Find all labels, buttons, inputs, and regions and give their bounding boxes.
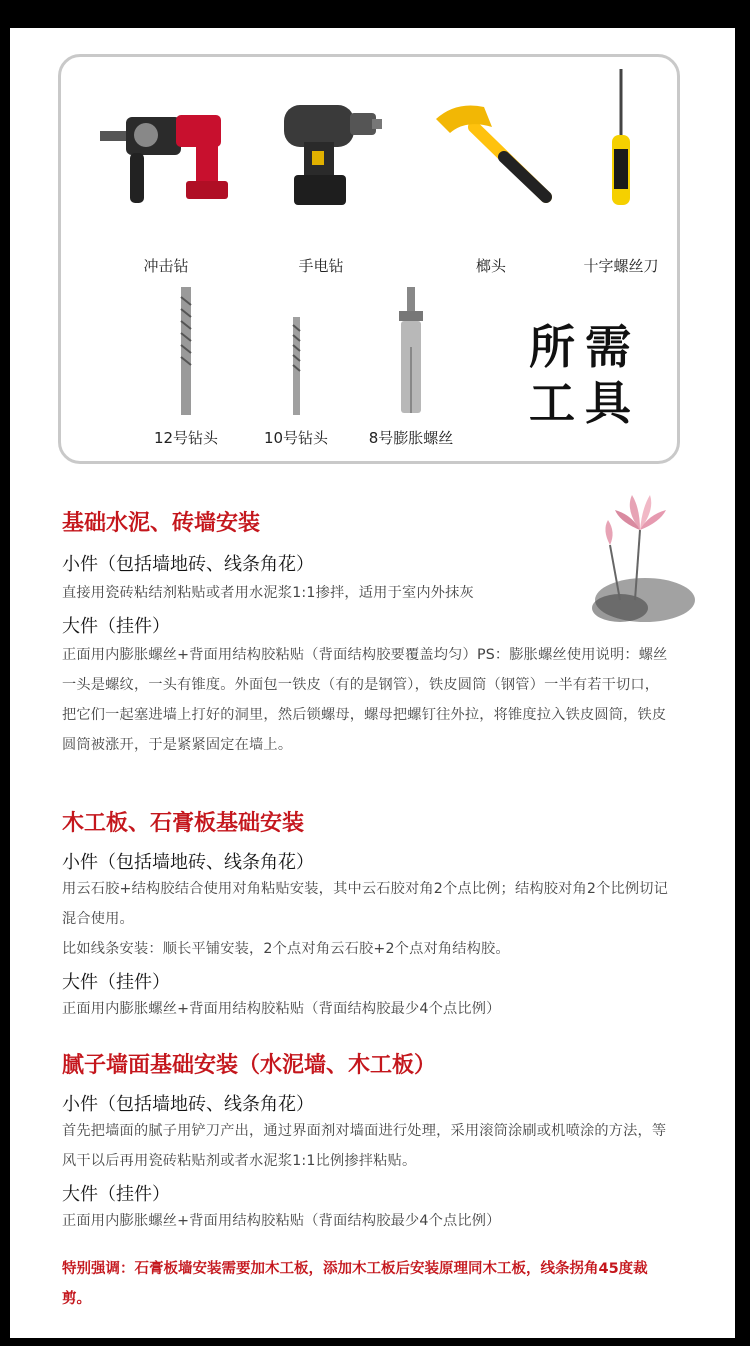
large-items-text: 正面用内膨胀螺丝+背面用结构胶粘贴（背面结构胶要覆盖均匀）PS：膨胀螺丝使用说明：螺丝一头是螺纹，一头有锥度。外面包一铁皮（有的是钢管），铁皮圆筒（钢管）一半有若干切口，把它们一起塞进墙上打好的洞里，然后锁螺母，螺母把螺钉往外拉，将锥度拉入铁皮圆筒，铁皮圆筒被涨开，于是紧紧固定在墙上。 bbox=[62, 647, 668, 753]
small-items-text: 直接用瓷砖粘结剂粘贴或者用水泥浆1:1掺拌，适用于室内外抹灰 bbox=[62, 585, 474, 601]
tool-label: 冲击钻 bbox=[143, 257, 189, 275]
large-items-heading: 大件（挂件） bbox=[62, 1184, 170, 1205]
drill-bit-icon bbox=[281, 317, 311, 417]
cordless-drill-icon bbox=[264, 87, 384, 212]
section-title: 腻子墙面基础安装（水泥墙、木工板） bbox=[62, 1052, 437, 1078]
drill-bit-icon bbox=[171, 287, 201, 417]
hammer-icon bbox=[426, 97, 556, 207]
small-items-heading: 小件（包括墙地砖、线条角花） bbox=[62, 1094, 314, 1115]
section-title: 基础水泥、砖墙安装 bbox=[62, 510, 261, 536]
tool-label: 十字螺丝刀 bbox=[583, 257, 659, 275]
section-title: 木工板、石膏板基础安装 bbox=[62, 810, 305, 836]
large-items-heading: 大件（挂件） bbox=[62, 616, 170, 637]
page bbox=[10, 28, 735, 1338]
tool-label: 12号钻头 bbox=[153, 429, 219, 447]
large-items-text: 正面用内膨胀螺丝+背面用结构胶粘贴（背面结构胶最少4个点比例） bbox=[62, 1001, 501, 1017]
small-items-text: 首先把墙面的腻子用铲刀产出，通过界面剂对墙面进行处理，采用滚筒涂刷或机喷涂的方法，等风干以后再用瓷砖粘贴剂或者水泥浆1:1比例掺拌粘贴。 bbox=[62, 1123, 667, 1169]
screwdriver-icon bbox=[601, 69, 641, 209]
small-items-heading: 小件（包括墙地砖、线条角花） bbox=[62, 554, 314, 575]
large-items-heading: 大件（挂件） bbox=[62, 972, 170, 993]
small-items-text-2: 比如线条安装：顺长平铺安装，2个点对角云石胶+2个点对角结构胶。 bbox=[62, 941, 510, 957]
large-items-text: 正面用内膨胀螺丝+背面用结构胶粘贴（背面结构胶最少4个点比例） bbox=[62, 1213, 501, 1229]
impact-drill-icon bbox=[96, 95, 236, 210]
tool-label: 8号膨胀螺丝 bbox=[368, 429, 454, 447]
tool-expansion-bolt bbox=[341, 282, 481, 452]
tool-hammer bbox=[421, 77, 561, 275]
small-items-text: 用云石胶+结构胶结合使用对角粘贴安装，其中云石胶对角2个点比例；结构胶对角2个比例切记混合使用。 bbox=[62, 881, 669, 927]
tools-title: 所需 工具 bbox=[529, 320, 641, 430]
special-note: 特别强调：石膏板墙安装需要加木工板，添加木工板后安装原理同木工板，线条拐角45度裁剪。 bbox=[62, 1261, 648, 1307]
tool-label: 榔头 bbox=[475, 257, 506, 275]
tools-panel bbox=[58, 54, 680, 464]
expansion-bolt-icon bbox=[391, 287, 431, 417]
tool-screwdriver bbox=[561, 67, 681, 275]
tool-cordless-drill bbox=[256, 77, 386, 275]
tool-label: 手电钻 bbox=[298, 257, 344, 275]
tool-impact-drill bbox=[91, 77, 241, 275]
small-items-heading: 小件（包括墙地砖、线条角花） bbox=[62, 852, 314, 873]
lotus-decoration-icon bbox=[580, 490, 710, 640]
tool-label: 10号钻头 bbox=[263, 429, 329, 447]
